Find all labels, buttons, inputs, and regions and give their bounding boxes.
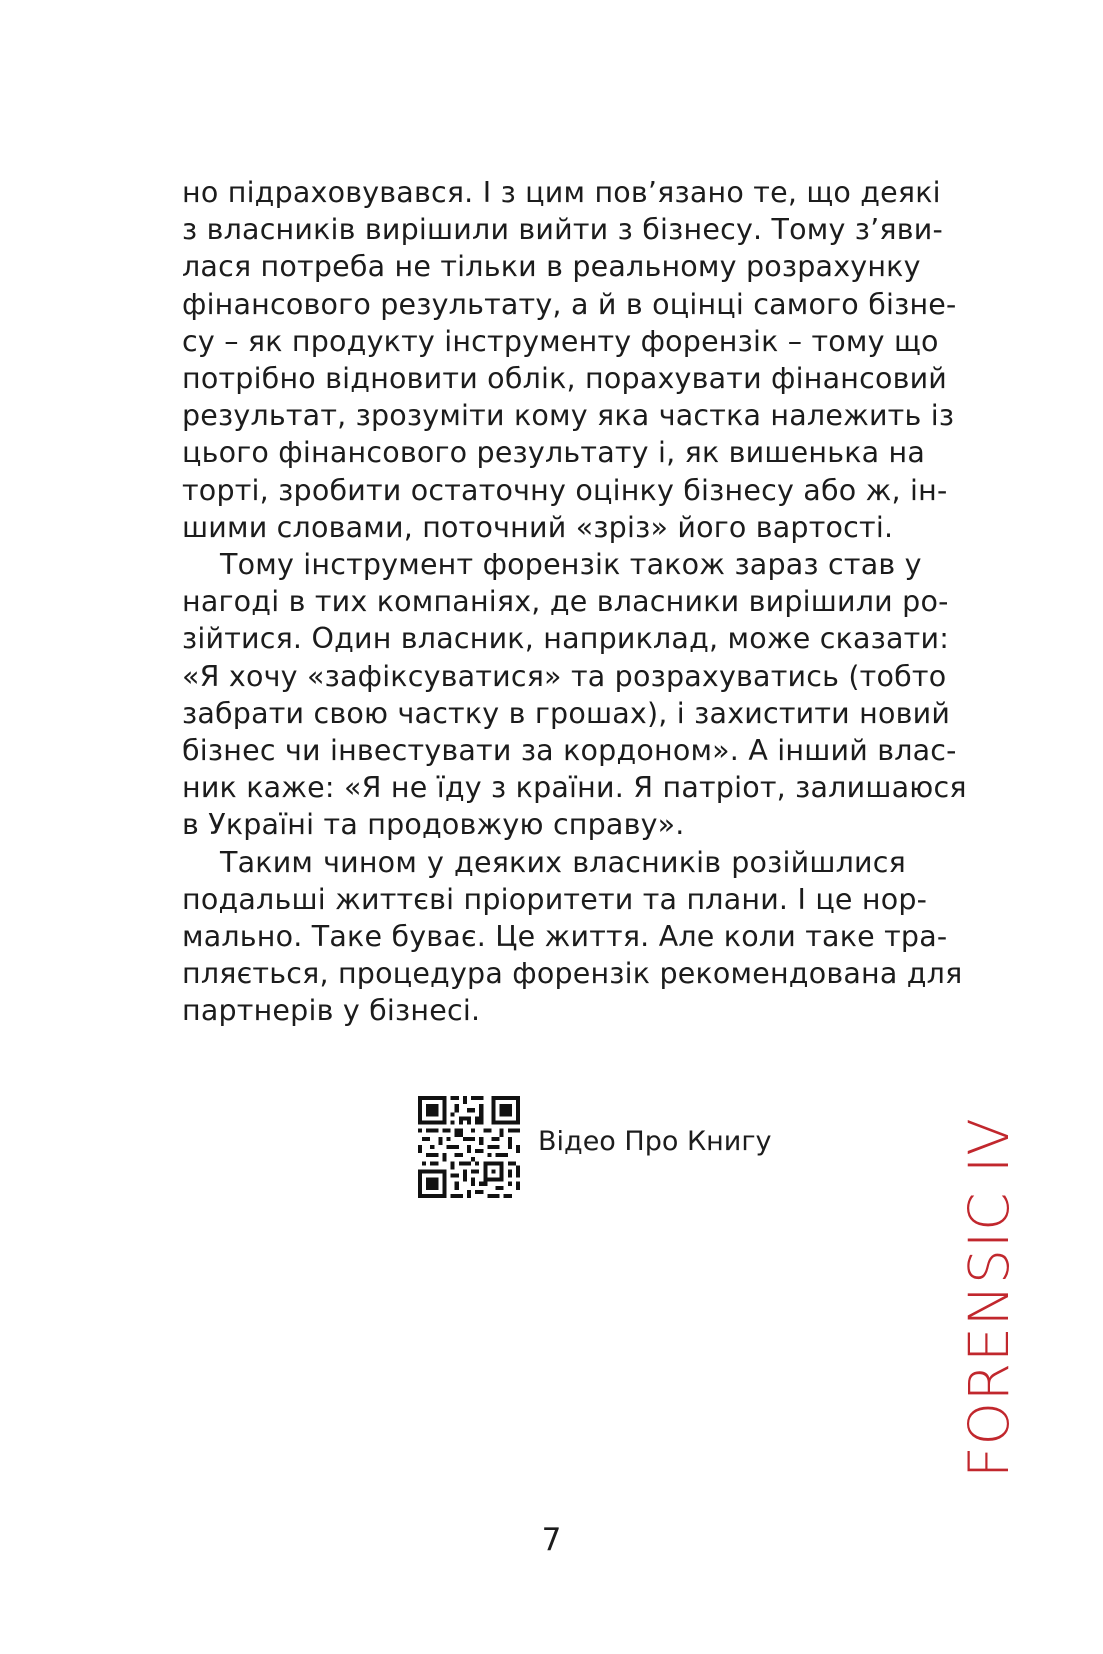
- text-line: су – як продукту інструменту форензік – тому що: [182, 324, 939, 358]
- text-line: подальші життєві пріоритети та плани. І це нор-: [182, 882, 928, 916]
- text-line: мально. Таке буває. Це життя. Але коли таке тра-: [182, 920, 948, 954]
- text-line: фінансового результату, а й в оцінці самого бізне-: [182, 287, 957, 321]
- text-line: пляється, процедура форензік рекомендована для: [182, 957, 963, 991]
- text-line: ник каже: «Я не їду з країни. Я патріот, залишаюся: [182, 771, 967, 805]
- text-line: зійтися. Один власник, наприклад, може сказати:: [182, 622, 950, 656]
- text-line: бізнес чи інвестувати за кордоном». А інший влас-: [182, 734, 957, 768]
- text-line: нагоді в тих компаніях, де власники вирішили ро-: [182, 585, 949, 619]
- text-line: лася потреба не тільки в реальному розрахунку: [182, 250, 921, 284]
- page-number: 7: [541, 1522, 562, 1558]
- text-line: но підраховувався. І з цим пов’язано те, що деякі: [182, 176, 941, 209]
- text-line: партнерів у бізнесі.: [182, 994, 481, 1028]
- text-line: торті, зробити остаточну оцінку бізнесу або ж, ін-: [182, 473, 948, 507]
- text-line: забрати свою частку в грошах), і захистити новий: [182, 696, 951, 730]
- text-line: цього фінансового результату і, як вишенька на: [182, 436, 926, 470]
- body-text: [182, 174, 967, 1030]
- text-line: з власників вирішили вийти з бізнесу. Тому з’яви-: [182, 213, 943, 247]
- text-line: шими словами, поточний «зріз» його вартості.: [182, 510, 894, 544]
- text-line: Тому інструмент форензік також зараз став у: [220, 548, 922, 582]
- text-line: «Я хочу «зафіксуватися» та розрахуватись (тобто: [182, 659, 947, 693]
- qr-code-icon[interactable]: [418, 1096, 520, 1198]
- text-line: результат, зрозуміти кому яка частка належить із: [182, 399, 955, 433]
- text-line: потрібно відновити облік, порахувати фінансовий: [182, 362, 948, 396]
- qr-caption: Відео Про Книгу: [538, 1125, 772, 1157]
- side-title: FORENSIC IV: [957, 1117, 1021, 1478]
- qr-block: [418, 1096, 771, 1198]
- text-line: Таким чином у деяких власників розійшлися: [220, 845, 906, 879]
- text-line: в Україні та продовжую справу».: [182, 808, 685, 842]
